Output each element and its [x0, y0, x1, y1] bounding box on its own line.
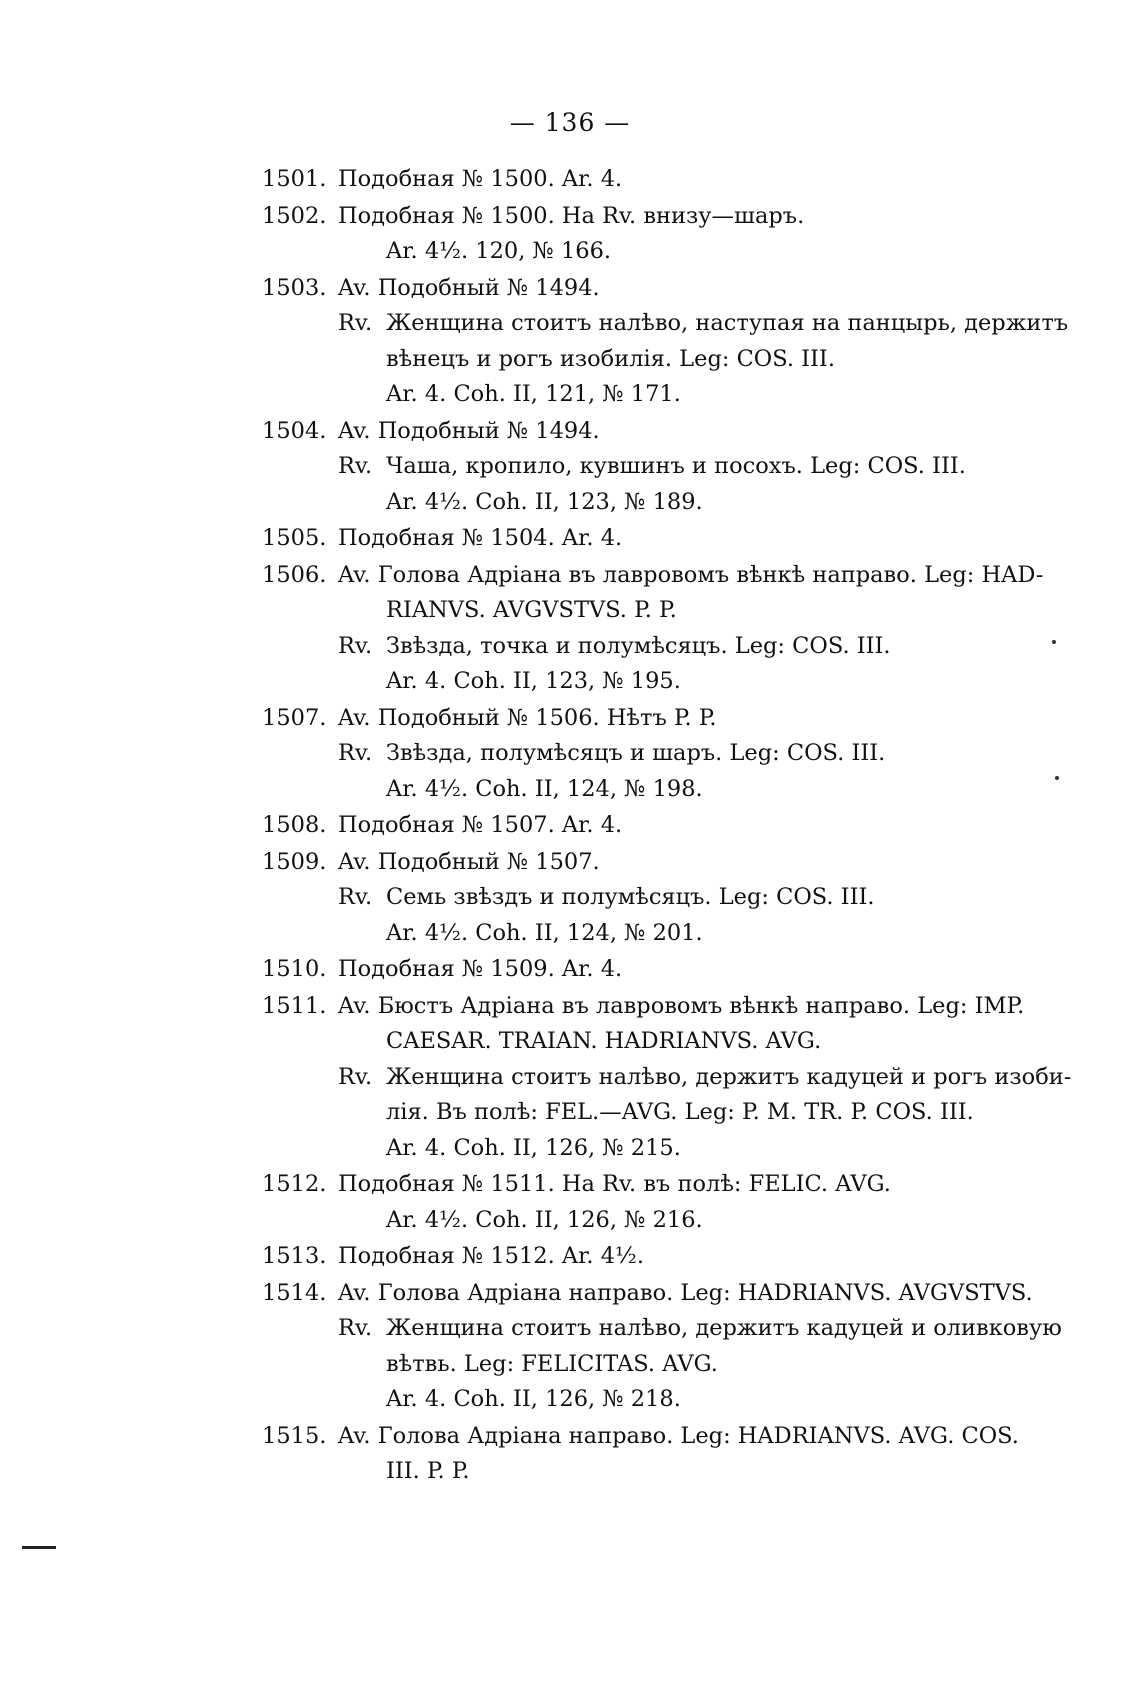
entry-number: 1509.	[262, 848, 327, 875]
obverse-label: Av.	[338, 1422, 371, 1449]
obverse-description	[338, 271, 1062, 307]
entry-number: 1502.	[262, 202, 327, 229]
entry-number: 1515.	[262, 1422, 327, 1449]
catalogue-entry	[262, 162, 1062, 198]
entry-line: Женщина стоитъ налѣво, держитъ кадуцей и оливковую	[386, 1315, 1062, 1341]
reverse-description	[338, 449, 1062, 485]
catalogue-entry	[262, 199, 1062, 270]
entry-number: 1504.	[262, 417, 327, 444]
entry-line	[338, 845, 1062, 881]
obverse-description	[338, 701, 1062, 737]
entry-line: Подобная № 1511. На Rv. въ полѣ: FELIC. AVG.	[338, 1171, 891, 1197]
entry-reference: Ar. 4. Coh. II, 121, № 171.	[386, 381, 681, 407]
entry-line: Подобная № 1500. Ar. 4.	[338, 166, 623, 192]
obverse-label: Av.	[338, 274, 371, 301]
catalogue-entry	[262, 1239, 1062, 1275]
entry-line	[338, 271, 1062, 307]
entry-line: лія. Въ полѣ: FEL.—AVG. Leg: P. M. TR. P. COS. III.	[386, 1099, 974, 1125]
entry-line	[338, 1276, 1062, 1312]
entry-line	[338, 1419, 1062, 1455]
obverse-label: Av.	[338, 848, 371, 875]
entry-number: 1512.	[262, 1171, 327, 1197]
catalogue-entry	[262, 845, 1062, 952]
catalogue-entry	[262, 271, 1069, 413]
obverse-label: Av.	[338, 704, 371, 731]
obverse-text: Подобный № 1494.	[377, 274, 600, 301]
entry-line: Подобная № 1509. Ar. 4.	[338, 956, 623, 982]
catalogue-entry	[262, 952, 1062, 988]
entry-number: 1513.	[262, 1243, 327, 1269]
entry-line: Подобная № 1512. Ar. 4½.	[338, 1243, 644, 1269]
entry-number: 1505.	[262, 525, 327, 551]
catalogue-entry	[262, 808, 1062, 844]
entry-line: Чаша, кропило, кувшинъ и посохъ. Leg: COS. III.	[386, 453, 966, 479]
page-speck	[1052, 640, 1056, 644]
margin-dash-mark	[22, 1546, 56, 1549]
entry-number: 1501.	[262, 166, 327, 192]
obverse-text: Голова Адріана направо. Leg: HADRIANVS. AVGVSTVS.	[377, 1279, 1033, 1306]
reverse-description-label: Rv.	[338, 1063, 373, 1090]
obverse-description	[338, 1276, 1062, 1312]
obverse-description	[338, 989, 1062, 1060]
entry-line	[338, 701, 1062, 737]
reverse-description	[338, 629, 1062, 665]
obverse-text: Голова Адріана направо. Leg: HADRIANVS. AVG. COS.	[377, 1422, 1019, 1449]
obverse-description	[338, 845, 1062, 881]
entry-number: 1503.	[262, 274, 327, 301]
entry-number: 1507.	[262, 704, 327, 731]
reverse-description	[338, 306, 1069, 377]
obverse-text: Бюстъ Адріана въ лавровомъ вѣнкѣ направо. Leg: IMP.	[377, 992, 1025, 1019]
entry-line: Звѣзда, полумѣсяцъ и шаръ. Leg: COS. III.	[386, 740, 886, 766]
page-speck	[1055, 776, 1059, 780]
catalogue-entry	[262, 701, 1062, 808]
entry-line: Подобная № 1500. На Rv. внизу—шаръ.	[338, 202, 805, 229]
obverse-text: Подобный № 1507.	[377, 848, 600, 875]
reverse-description-label: Rv.	[338, 740, 373, 766]
entry-reference: Ar. 4½. 120, № 166.	[386, 238, 612, 264]
reverse-description	[338, 880, 1062, 916]
entry-line	[338, 989, 1062, 1025]
page-number: — 136 —	[509, 108, 631, 137]
entry-reference: Ar. 4½. Coh. II, 123, № 189.	[386, 488, 703, 515]
entry-line: III. P. P.	[386, 1458, 470, 1484]
reverse-description-label: Rv.	[338, 310, 373, 336]
entry-number: 1510.	[262, 956, 327, 982]
entry-line: вѣтвь. Leg: FELICITAS. AVG.	[386, 1350, 718, 1377]
entry-reference: Ar. 4. Coh. II, 126, № 215.	[386, 1134, 681, 1161]
entry-reference: Ar. 4½. Coh. II, 124, № 198.	[386, 775, 703, 802]
obverse-description	[338, 558, 1062, 629]
reverse-description-label: Rv.	[338, 453, 373, 479]
entry-number: 1508.	[262, 812, 327, 838]
reverse-description-label: Rv.	[338, 632, 373, 659]
obverse-text: Подобный № 1494.	[377, 417, 600, 444]
obverse-label: Av.	[338, 992, 371, 1019]
obverse-description	[338, 1419, 1062, 1490]
entry-line: Подобная № 1507. Ar. 4.	[338, 812, 623, 838]
entry-line: CAESAR. TRAIAN. HADRIANVS. AVG.	[386, 1028, 822, 1054]
catalogue-entry	[262, 414, 1062, 521]
catalogue-entry	[262, 989, 1072, 1167]
entry-line	[338, 414, 1062, 450]
obverse-text: Подобный № 1506. Нѣтъ P. P.	[377, 704, 717, 731]
entry-reference: Ar. 4. Coh. II, 123, № 195.	[386, 668, 681, 694]
reverse-description-label: Rv.	[338, 884, 373, 910]
entry-line: Женщина стоитъ налѣво, держитъ кадуцей и рогъ изоби-	[386, 1063, 1072, 1090]
entry-reference: Ar. 4½. Coh. II, 126, № 216.	[386, 1206, 703, 1233]
reverse-description	[338, 1060, 1072, 1131]
reverse-description-label: Rv.	[338, 1315, 373, 1341]
entry-line: вѣнецъ и рогъ изобилія. Leg: COS. III.	[386, 345, 835, 372]
entry-number: 1511.	[262, 992, 327, 1019]
entry-line: Семь звѣздъ и полумѣсяцъ. Leg: COS. III.	[386, 884, 875, 910]
obverse-label: Av.	[338, 1279, 371, 1306]
entry-line: Женщина стоитъ налѣво, наступая на панцырь, держитъ	[386, 310, 1069, 336]
obverse-description	[338, 414, 1062, 450]
entry-line: Звѣзда, точка и полумѣсяцъ. Leg: COS. III.	[386, 632, 891, 659]
entry-line	[338, 558, 1062, 594]
reverse-description	[338, 736, 1062, 772]
obverse-text: Голова Адріана въ лавровомъ вѣнкѣ направо. Leg: HAD-	[377, 561, 1044, 588]
catalogue-entries	[262, 162, 1072, 1490]
entry-reference: Ar. 4½. Coh. II, 124, № 201.	[386, 919, 703, 946]
catalogue-entry	[262, 558, 1062, 700]
catalogue-entry	[262, 1167, 1062, 1238]
catalogue-entry	[262, 1276, 1062, 1418]
obverse-label: Av.	[338, 561, 371, 588]
catalogue-entry	[262, 521, 1062, 557]
entry-line: Подобная № 1504. Ar. 4.	[338, 525, 623, 551]
entry-number: 1514.	[262, 1279, 327, 1306]
entry-reference: Ar. 4. Coh. II, 126, № 218.	[386, 1386, 681, 1412]
obverse-label: Av.	[338, 417, 371, 444]
entry-number: 1506.	[262, 561, 327, 588]
reverse-description	[338, 1311, 1062, 1382]
catalogue-entry	[262, 1419, 1062, 1490]
entry-line: RIANVS. AVGVSTVS. P. P.	[386, 597, 677, 623]
